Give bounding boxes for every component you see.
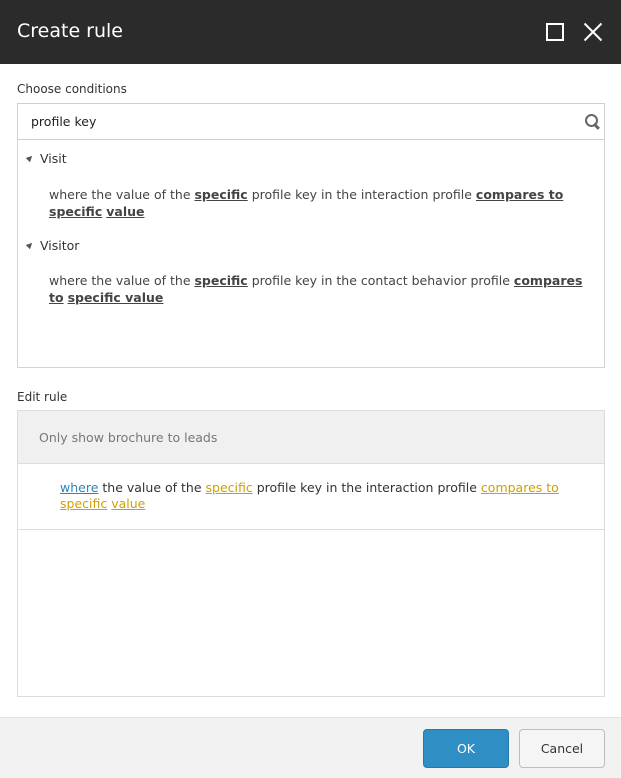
ok-button[interactable]: OK	[423, 729, 509, 768]
maximize-icon[interactable]	[546, 23, 564, 41]
edit-rule-label: Edit rule	[17, 390, 68, 404]
collapse-triangle-icon[interactable]	[26, 154, 34, 162]
group-header-visit[interactable]	[27, 151, 67, 166]
condition-search-input[interactable]	[18, 104, 578, 139]
condition-keyword: specific value	[67, 290, 164, 305]
compares-to-link[interactable]: compares to	[480, 480, 559, 495]
rule-name-header	[17, 410, 605, 464]
condition-text: profile key in the contact behavior profile	[247, 273, 514, 288]
cancel-button[interactable]: Cancel	[519, 729, 605, 768]
condition-keyword: specific	[49, 204, 103, 219]
dialog-titlebar	[0, 0, 621, 64]
rule-condition-row	[18, 464, 604, 530]
dialog-title: Create rule	[17, 20, 123, 42]
condition-text: where the value of the	[49, 273, 195, 288]
condition-search-box	[17, 103, 605, 140]
condition-text: where the value of the	[49, 187, 195, 202]
collapse-triangle-icon[interactable]	[26, 241, 34, 249]
dialog-footer	[0, 717, 621, 778]
condition-keyword: compares to	[49, 273, 583, 305]
group-name: Visit	[40, 151, 67, 166]
search-icon[interactable]	[585, 114, 601, 130]
specific-key-link[interactable]: specific	[205, 480, 253, 495]
rule-editor	[17, 463, 605, 697]
specific-value-link[interactable]: specific	[60, 496, 108, 511]
choose-conditions-label: Choose conditions	[17, 82, 127, 96]
condition-keyword: specific	[194, 273, 248, 288]
rule-text: the value of the	[98, 480, 206, 495]
condition-keyword: specific	[194, 187, 248, 202]
rule-condition-text	[60, 480, 592, 512]
rule-name[interactable]: Only show brochure to leads	[39, 430, 218, 445]
conditions-list	[17, 140, 605, 368]
where-link[interactable]: where	[60, 480, 99, 495]
condition-item-visitor-contact-behavior[interactable]	[49, 272, 589, 306]
condition-keyword: compares to	[475, 187, 564, 202]
condition-text: profile key in the interaction profile	[247, 187, 476, 202]
condition-item-visit-interaction[interactable]	[49, 186, 589, 220]
group-name: Visitor	[40, 238, 80, 253]
value-link[interactable]: value	[111, 496, 146, 511]
rule-text: profile key in the interaction profile	[252, 480, 481, 495]
group-header-visitor[interactable]	[27, 238, 79, 253]
condition-keyword: value	[106, 204, 145, 219]
close-icon[interactable]	[583, 22, 603, 42]
